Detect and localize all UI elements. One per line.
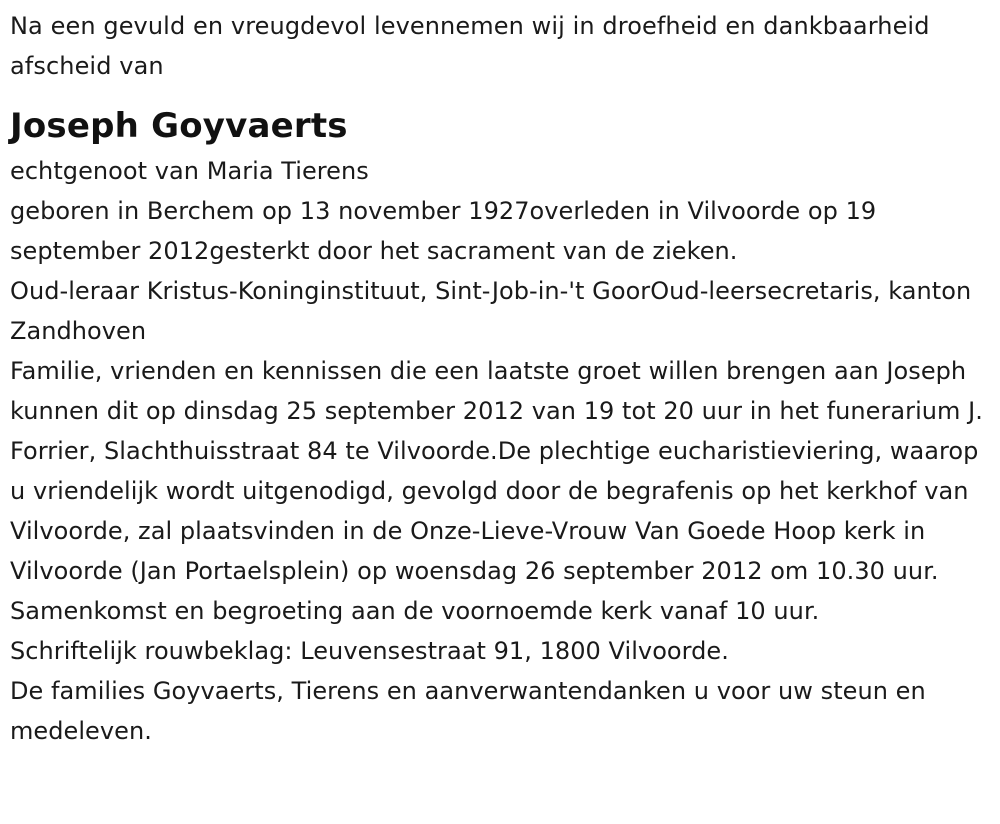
birth-death-line: geboren in Berchem op 13 november 1927overleden in Vilvoorde op 19 september 2012gesterkt door het sacrament van de zieken. xyxy=(10,197,877,265)
visitation-ceremony-paragraph: Familie, vrienden en kennissen die een laatste groet willen brengen aan Joseph kunnen dit op dinsdag 25 september 2012 van 19 tot 20 uur in het funerarium J. Forrier, Slachthuisstraat 84 te Vilvoorde.De plechtige eucharistieviering, waarop u vriendelijk wordt uitgenodigd, gevolgd door de begrafenis op het kerkhof van Vilvoorde, zal plaatsvinden in de Onze-Lieve-Vrouw Van Goede Hoop kerk in Vilvoorde (Jan Portaelsplein) op woensdag 26 september 2012 om 10.30 uur. xyxy=(10,357,983,585)
occupation-line: Oud-leraar Kristus-Koninginstituut, Sint-Job-in-'t GoorOud-leersecretaris, kanton Zandhoven xyxy=(10,277,972,345)
notice-body xyxy=(10,151,992,751)
deceased-name: Joseph Goyvaerts xyxy=(10,106,348,146)
spouse-line: echtgenoot van Maria Tierens xyxy=(10,157,369,185)
gathering-line: Samenkomst en begroeting aan de voornoemde kerk vanaf 10 uur. xyxy=(10,597,820,625)
family-thanks-line: De families Goyvaerts, Tierens en aanverwantendanken u voor uw steun en medeleven. xyxy=(10,677,926,745)
condolence-address-line: Schriftelijk rouwbeklag: Leuvensestraat 91, 1800 Vilvoorde. xyxy=(10,637,729,665)
intro-text: Na een gevuld en vreugdevol levennemen wij in droefheid en dankbaarheid afscheid van xyxy=(10,12,930,80)
